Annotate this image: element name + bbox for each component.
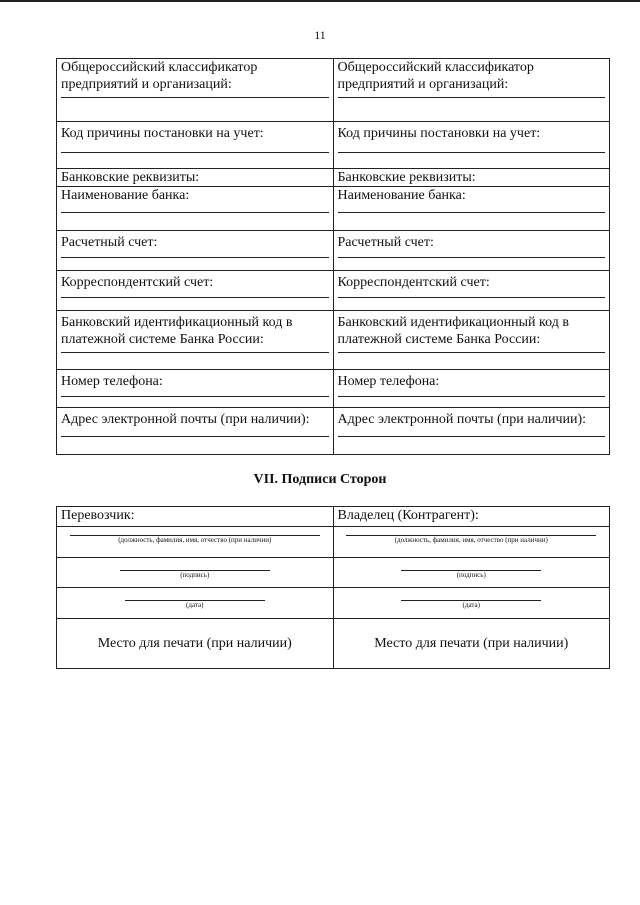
fill-line <box>61 97 329 98</box>
right-cell <box>333 59 610 122</box>
fill-line <box>61 152 329 153</box>
left-cell <box>57 231 334 271</box>
table-row <box>57 271 610 311</box>
fill-line <box>61 212 329 213</box>
fill-line <box>61 352 329 353</box>
signatures-section-title: VII. Подписи Сторон <box>253 472 387 487</box>
table-row <box>57 169 610 187</box>
table-row <box>57 408 610 455</box>
bik-label: Банковский идентификационный код в платежной системе Банка России: <box>61 315 293 347</box>
stamp-place-label: Место для печати (при наличии) <box>374 636 569 651</box>
fill-line <box>61 257 329 258</box>
table-row <box>57 619 610 669</box>
left-cell <box>57 169 334 187</box>
phone-label: Номер телефона: <box>61 374 163 389</box>
settlement-account-label: Расчетный счет: <box>61 235 158 250</box>
right-cell <box>333 169 610 187</box>
owner-label: Владелец (Контрагент): <box>337 508 479 523</box>
correspondent-account-label: Корреспондентский счет: <box>61 275 214 290</box>
carrier-position-cell <box>57 527 334 558</box>
fill-line <box>61 396 329 397</box>
kpp-label: Код причины постановки на учет: <box>337 126 541 141</box>
stamp-place-label: Место для печати (при наличии) <box>97 636 292 651</box>
carrier-signature-cell <box>57 558 334 588</box>
email-label: Адрес электронной почты (при наличии): <box>61 412 310 427</box>
left-cell <box>57 311 334 370</box>
table-row <box>57 507 610 527</box>
right-cell <box>333 311 610 370</box>
right-cell <box>333 271 610 311</box>
right-cell <box>333 231 610 271</box>
table-row <box>57 122 610 169</box>
phone-label: Номер телефона: <box>337 374 440 389</box>
table-row <box>57 370 610 408</box>
carrier-cell <box>57 507 334 527</box>
fill-line <box>338 257 606 258</box>
fill-line <box>338 297 606 298</box>
fill-line <box>338 436 606 437</box>
fill-line <box>338 352 606 353</box>
requisites-table <box>56 58 610 455</box>
signature-caption: (подпись) <box>180 571 210 579</box>
owner-signature-cell <box>333 558 610 588</box>
signature-caption: (подпись) <box>456 571 486 579</box>
bik-label: Банковский идентификационный код в платежной системе Банка России: <box>337 315 569 347</box>
fill-line <box>338 212 606 213</box>
page-number: 11 <box>314 28 326 42</box>
table-row <box>57 558 610 588</box>
top-border-line <box>0 0 640 2</box>
signatures-table <box>56 506 610 669</box>
fill-line <box>338 152 606 153</box>
bank-details-label: Банковские реквизиты: <box>61 170 200 185</box>
bank-details-label: Банковские реквизиты: <box>337 170 476 185</box>
carrier-date-cell <box>57 588 334 619</box>
left-cell <box>57 187 334 231</box>
bank-name-label: Наименование банка: <box>61 188 190 203</box>
bank-name-label: Наименование банка: <box>337 188 466 203</box>
right-cell <box>333 370 610 408</box>
email-label: Адрес электронной почты (при наличии): <box>337 412 587 427</box>
right-cell <box>333 122 610 169</box>
left-cell <box>57 271 334 311</box>
settlement-account-label: Расчетный счет: <box>337 235 434 250</box>
table-row <box>57 231 610 271</box>
right-cell <box>333 187 610 231</box>
left-cell <box>57 370 334 408</box>
date-caption: (дата) <box>462 601 480 609</box>
left-cell <box>57 59 334 122</box>
date-caption: (дата) <box>186 601 204 609</box>
owner-date-cell <box>333 588 610 619</box>
fill-line <box>338 396 606 397</box>
carrier-label: Перевозчик: <box>61 508 135 523</box>
position-caption: (должность, фамилия, имя, отчество (при наличии) <box>118 536 272 544</box>
table-row <box>57 527 610 558</box>
table-row <box>57 59 610 122</box>
owner-cell <box>333 507 610 527</box>
table-row <box>57 187 610 231</box>
left-cell <box>57 122 334 169</box>
table-row <box>57 311 610 370</box>
owner-stamp-cell <box>333 619 610 669</box>
carrier-stamp-cell <box>57 619 334 669</box>
correspondent-account-label: Корреспондентский счет: <box>337 275 490 290</box>
left-cell <box>57 408 334 455</box>
fill-line <box>61 297 329 298</box>
table-row <box>57 588 610 619</box>
okpo-label: Общероссийский классификатор предприятий и организаций: <box>337 60 534 92</box>
right-cell <box>333 408 610 455</box>
okpo-label: Общероссийский классификатор предприятий и организаций: <box>61 60 258 92</box>
fill-line <box>338 97 606 98</box>
position-caption: (должность, фамилия, имя, отчество (при наличии) <box>394 536 548 544</box>
kpp-label: Код причины постановки на учет: <box>61 126 264 141</box>
fill-line <box>61 436 329 437</box>
owner-position-cell <box>333 527 610 558</box>
